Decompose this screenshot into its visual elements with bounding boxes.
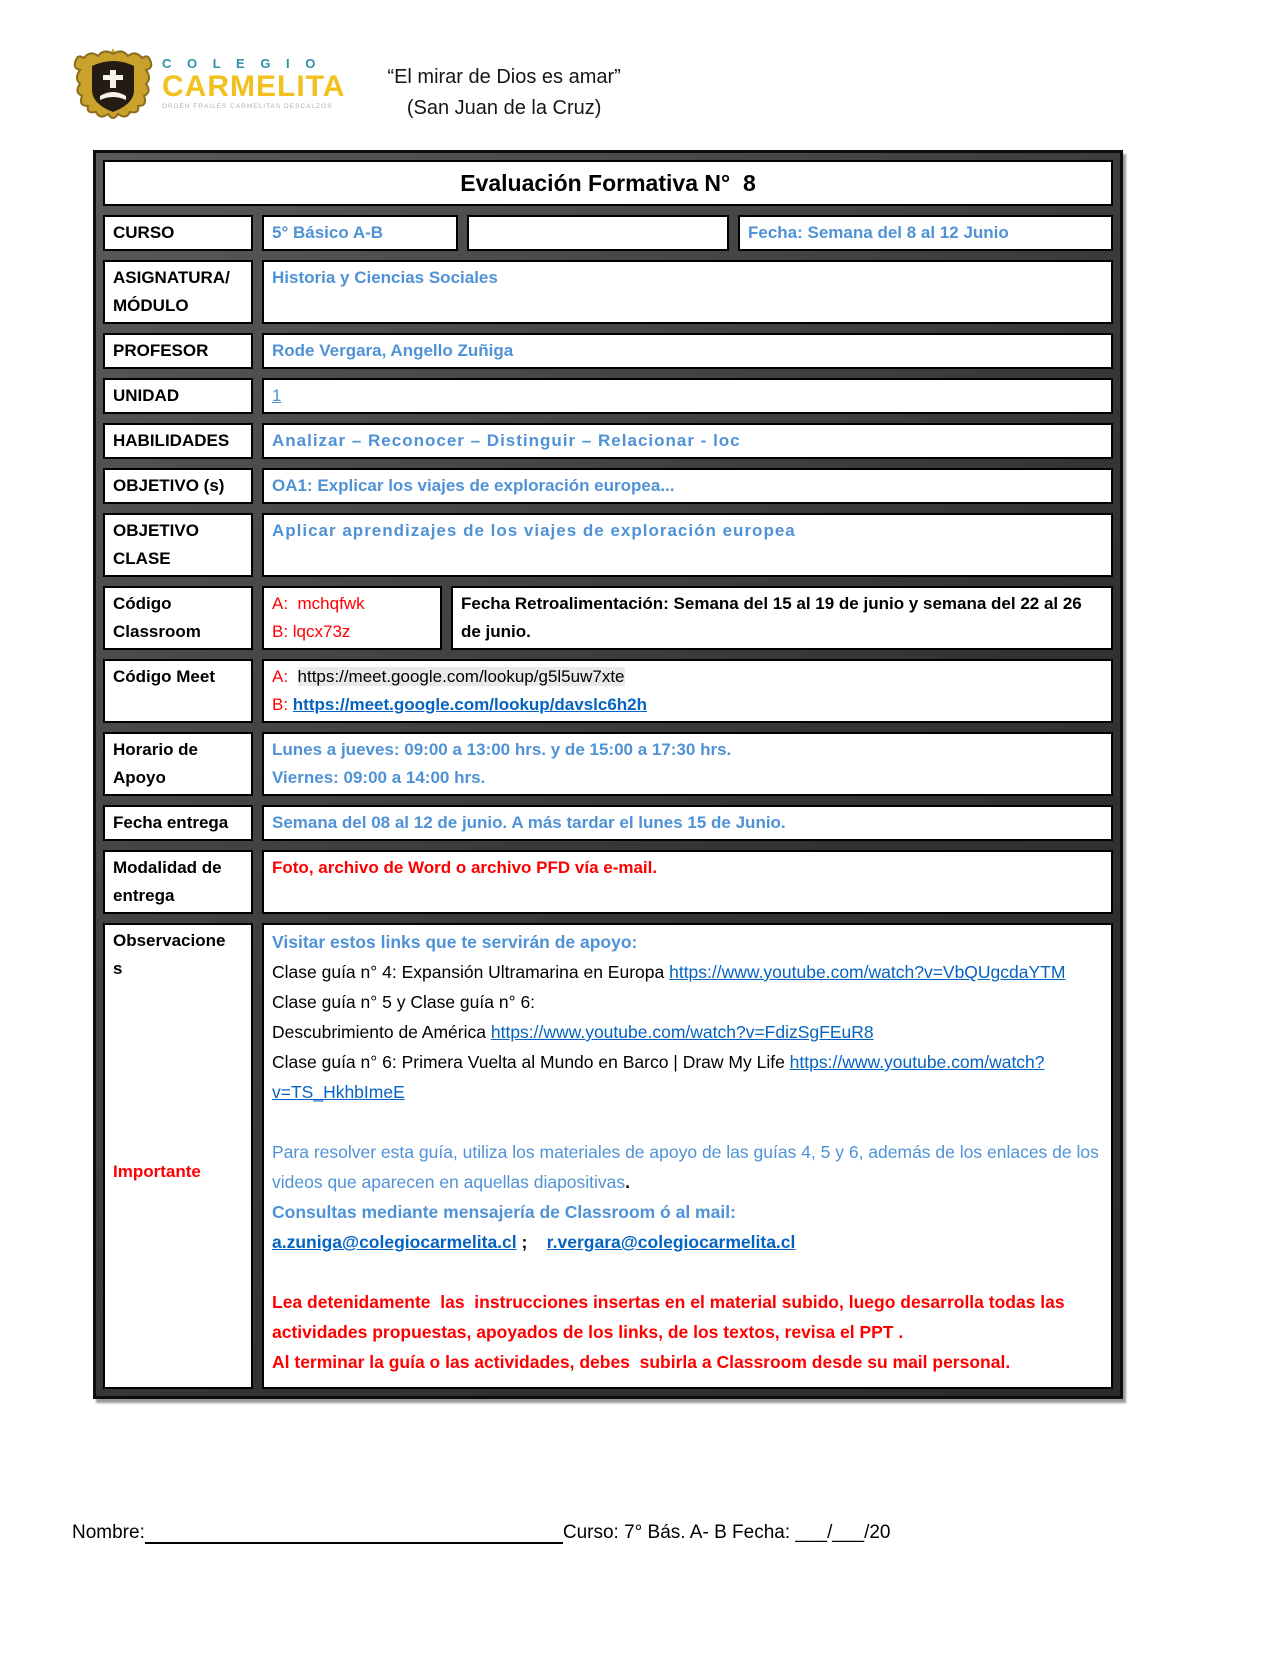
unidad-label-cell: UNIDAD <box>103 378 253 414</box>
hyperlink[interactable]: https://www.youtube.com/watch?v=FdizSgFEuR8 <box>490 1022 874 1042</box>
importante-label: Importante <box>113 1162 201 1181</box>
codigo-classroom-codes-cell <box>262 586 442 650</box>
observaciones-paragraph <box>272 1107 1103 1137</box>
hyperlink[interactable]: https://meet.google.com/lookup/davslc6h2h <box>292 695 648 714</box>
footer-signature-line <box>72 1522 1212 1544</box>
observaciones-paragraph <box>272 927 1103 957</box>
form-title: Evaluación Formativa N° 8 <box>103 160 1113 206</box>
curso-label-cell: CURSO <box>103 215 253 251</box>
observaciones-paragraph <box>272 1047 1103 1107</box>
school-crest-icon <box>70 44 156 124</box>
objetivo-clase-value-cell: Aplicar aprendizajes de los viajes de exploración europea <box>262 513 1113 577</box>
objetivo-clase-row <box>103 513 1113 577</box>
fecha-entrega-row <box>103 805 1113 841</box>
observaciones-paragraph <box>272 987 1103 1017</box>
classroom-code-b <box>272 618 432 646</box>
horario-line2: Viernes: 09:00 a 14:00 hrs. <box>272 768 486 787</box>
text-segment: Al terminar la guía o las actividades, debes subirla a Classroom desde su mail personal. <box>272 1352 1011 1372</box>
classroom-code-a <box>272 590 432 618</box>
curso-row <box>103 215 1113 251</box>
horario-line1: Lunes a jueves: 09:00 a 13:00 hrs. y de 15:00 a 17:30 hrs. <box>272 740 732 759</box>
school-motto <box>387 44 620 124</box>
text-segment: Para resolver esta guía, utiliza los materiales de apoyo de las guías 4, 5 y 6, además de los enlaces de los videos que aparecen en aquellas diapositivas <box>272 1142 1104 1192</box>
text-segment <box>288 667 297 686</box>
codigo-meet-value-cell <box>262 659 1113 723</box>
text-segment: Clase guía n° 5 y Clase guía n° 6: <box>272 992 536 1012</box>
logo-colegio-text: C O L E G I O <box>162 56 322 72</box>
text-segment: Clase guía n° 4: Expansión Ultramarina en Europa <box>272 962 670 982</box>
unidad-value-cell: 1 <box>262 378 1113 414</box>
text-segment: ; <box>516 1232 547 1252</box>
hyperlink[interactable]: https://www.youtube.com/watch?v=TS_HkhbImeE <box>272 1052 1045 1102</box>
observaciones-paragraph <box>272 1017 1103 1047</box>
observaciones-label: Observaciones <box>113 931 226 978</box>
school-logo <box>70 44 345 124</box>
page-header <box>70 44 621 124</box>
text-segment: Clase guía n° 6: Primera Vuelta al Mundo en Barco | Draw My Life <box>272 1052 790 1072</box>
horario-row <box>103 732 1113 796</box>
objetivo-clase-label-cell: OBJETIVO CLASE <box>103 513 253 577</box>
text-segment: A: mchqfwk <box>272 594 365 613</box>
modalidad-value-cell: Foto, archivo de Word o archivo PFD vía e-mail. <box>262 850 1113 914</box>
observaciones-paragraph <box>272 1227 1103 1257</box>
habilidades-label-cell: HABILIDADES <box>103 423 253 459</box>
meet-link-a <box>272 663 1103 691</box>
text-segment: B: <box>272 695 293 714</box>
asignatura-label-cell: ASIGNATURA/ MÓDULO <box>103 260 253 324</box>
hyperlink[interactable]: a.zuniga@colegiocarmelita.cl <box>272 1232 517 1252</box>
motto-line2: (San Juan de la Cruz) <box>406 97 602 119</box>
motto-line1: “El mirar de Dios es amar” <box>387 66 621 88</box>
asignatura-row <box>103 260 1113 324</box>
text-segment: B: lqcx73z <box>272 622 351 641</box>
curso-blank-cell <box>467 215 729 251</box>
observaciones-label-cell <box>103 923 253 1389</box>
observaciones-content-cell <box>262 923 1113 1389</box>
logo-subtitle-text: ORDEN FRAILES CARMELITAS DESCALZOS <box>162 103 333 111</box>
title-row <box>103 160 1113 206</box>
codigo-meet-row <box>103 659 1113 723</box>
habilidades-row <box>103 423 1113 459</box>
school-logo-text <box>162 57 345 111</box>
codigo-classroom-row <box>103 586 1113 650</box>
text-segment: https://meet.google.com/lookup/g5l5uw7xte <box>297 667 625 686</box>
objetivos-value-cell: OA1: Explicar los viajes de exploración europea... <box>262 468 1113 504</box>
observaciones-paragraph <box>272 1287 1103 1347</box>
evaluation-form-table <box>93 150 1123 1399</box>
habilidades-value-cell: Analizar – Reconocer – Distinguir – Relacionar - loc <box>262 423 1113 459</box>
observaciones-row <box>103 923 1113 1389</box>
text-segment: Consultas mediante mensajería de Classroom ó al mail: <box>272 1202 736 1222</box>
profesor-value-cell: Rode Vergara, Angello Zuñiga <box>262 333 1113 369</box>
modalidad-row <box>103 850 1113 914</box>
profesor-label-cell: PROFESOR <box>103 333 253 369</box>
text-segment: Lea detenidamente las instrucciones insertas en el material subido, luego desarrolla todas las actividades propuestas, apoyados de los links, de los textos, revisa el PPT . <box>272 1292 1070 1342</box>
hyperlink[interactable]: r.vergara@colegiocarmelita.cl <box>546 1232 796 1252</box>
observaciones-paragraph <box>272 1137 1103 1197</box>
curso-value-cell: 5° Básico A-B <box>262 215 458 251</box>
meet-link-b <box>272 691 1103 719</box>
observaciones-paragraph <box>272 957 1103 987</box>
text-segment: Visitar estos links que te servirán de apoyo: <box>272 932 638 952</box>
nombre-label: Nombre: <box>72 1522 145 1543</box>
observaciones-paragraph <box>272 1197 1103 1227</box>
observaciones-paragraph <box>272 1347 1103 1377</box>
unidad-row <box>103 378 1113 414</box>
codigo-classroom-label-cell: Código Classroom <box>103 586 253 650</box>
text-segment: . <box>625 1172 631 1192</box>
objetivos-label-cell: OBJETIVO (s) <box>103 468 253 504</box>
curso-fecha-text: Curso: 7° Bás. A- B Fecha: ___/___/20 <box>562 1522 891 1543</box>
profesor-row <box>103 333 1113 369</box>
objetivos-row <box>103 468 1113 504</box>
fecha-retroalimentacion-cell: Fecha Retroalimentación: Semana del 15 al 19 de junio y semana del 22 al 26 de junio. <box>451 586 1113 650</box>
text-segment: A: <box>272 667 289 686</box>
observaciones-paragraph <box>272 1257 1103 1287</box>
fecha-entrega-value-cell: Semana del 08 al 12 de junio. A más tardar el lunes 15 de Junio. <box>262 805 1113 841</box>
text-segment: Descubrimiento de América <box>272 1022 491 1042</box>
horario-value-cell <box>262 732 1113 796</box>
asignatura-value-cell: Historia y Ciencias Sociales <box>262 260 1113 324</box>
nombre-blank-line[interactable] <box>145 1524 563 1544</box>
codigo-meet-label-cell: Código Meet <box>103 659 253 723</box>
curso-fecha-cell: Fecha: Semana del 8 al 12 Junio <box>738 215 1113 251</box>
logo-carmelita-text: CARMELITA <box>162 69 346 103</box>
fecha-entrega-label-cell: Fecha entrega <box>103 805 253 841</box>
modalidad-label-cell: Modalidad de entrega <box>103 850 253 914</box>
hyperlink[interactable]: https://www.youtube.com/watch?v=VbQUgcdaYTM <box>669 962 1066 982</box>
horario-label-cell: Horario de Apoyo <box>103 732 253 796</box>
